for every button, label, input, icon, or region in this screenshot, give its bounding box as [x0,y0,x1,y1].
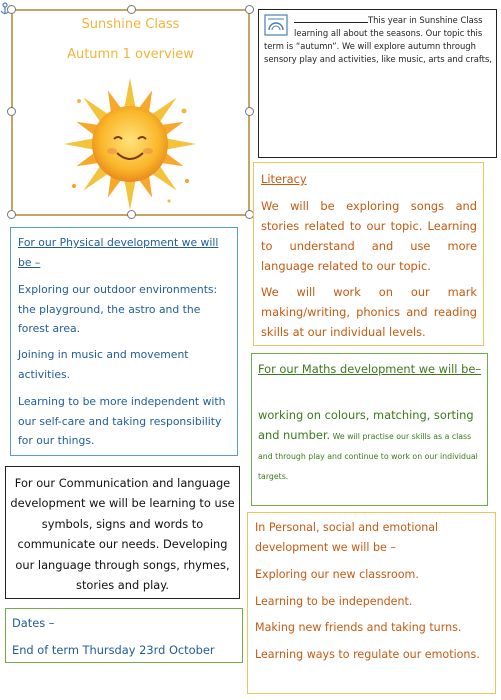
resize-handle[interactable] [127,210,136,219]
maths-heading: For our Maths development we will be– [258,362,482,376]
end-of-term-date: End of term Thursday 23rd October [12,643,215,657]
resize-handle[interactable] [7,107,16,116]
literacy-textbox[interactable] [253,162,484,346]
pse-item: Exploring our new classroom. [255,568,419,581]
resize-handle[interactable] [245,107,254,116]
communication-textbox[interactable] [5,466,240,599]
maths-body-main: working on colours, matching, sorting and number. [258,408,474,442]
literacy-paragraph: We will work on our mark making/writing, phonics and reading skills at our individual levels. [261,285,477,339]
title-textbox[interactable] [11,9,250,216]
resize-handle[interactable] [7,5,16,14]
intro-text-start: This year in Sunshine Class [368,15,483,25]
pse-item: Learning ways to regulate our emotions. [255,648,480,661]
resize-handle[interactable] [245,5,254,14]
sun-ray [166,138,196,149]
physical-paragraph: Joining in music and movement activities. [18,348,189,381]
maths-body [258,405,483,485]
physical-paragraph: Exploring our outdoor environments: the playground, the astro and the forest area. [18,283,218,335]
sun-icon [59,71,201,213]
sun-ray [64,138,94,149]
maths-textbox[interactable] [251,353,488,506]
pse-heading: In Personal, social and emotional development we will be – [255,521,439,554]
intro-text-rest: learning all about the seasons. Our topic this term is “autumn”. We will explore autumn through sensory play and activities, like music, arts and crafts, [264,28,492,64]
pse-item: Learning to be independent. [255,595,413,608]
literacy-heading: Literacy [261,172,307,186]
picture-placeholder-icon [264,14,290,36]
communication-text: For our Communication and language development we will be learning to use symbols, signs and words to communicate our needs. Developing our language through songs, rhymes, stories and play. [10,476,235,593]
maths-body-detail: We will practise our skills as a class and through play and continue to work on our individual targets. [258,432,478,481]
literacy-paragraph: We will be exploring songs and stories related to our topic. Learning to understand and use more language related to our topic. [261,199,477,273]
physical-paragraph: Learning to be more independent with our self-care and taking responsibility for our things. [18,395,226,447]
sun-ray [124,78,135,108]
sun-ray [124,180,135,210]
pse-item: Making new friends and taking turns. [255,621,462,634]
resize-handle[interactable] [7,210,16,219]
dates-textbox[interactable] [5,608,243,663]
blank-line [294,14,368,23]
physical-textbox[interactable] [10,227,238,456]
overview-subtitle: Autumn 1 overview [67,47,194,62]
class-title: Sunshine Class [81,17,180,32]
pse-textbox[interactable] [247,512,496,694]
resize-handle[interactable] [127,5,136,14]
dates-heading: Dates – [12,616,55,630]
intro-textbox[interactable] [258,9,497,158]
physical-heading: For our Physical development we will be – [18,236,219,269]
